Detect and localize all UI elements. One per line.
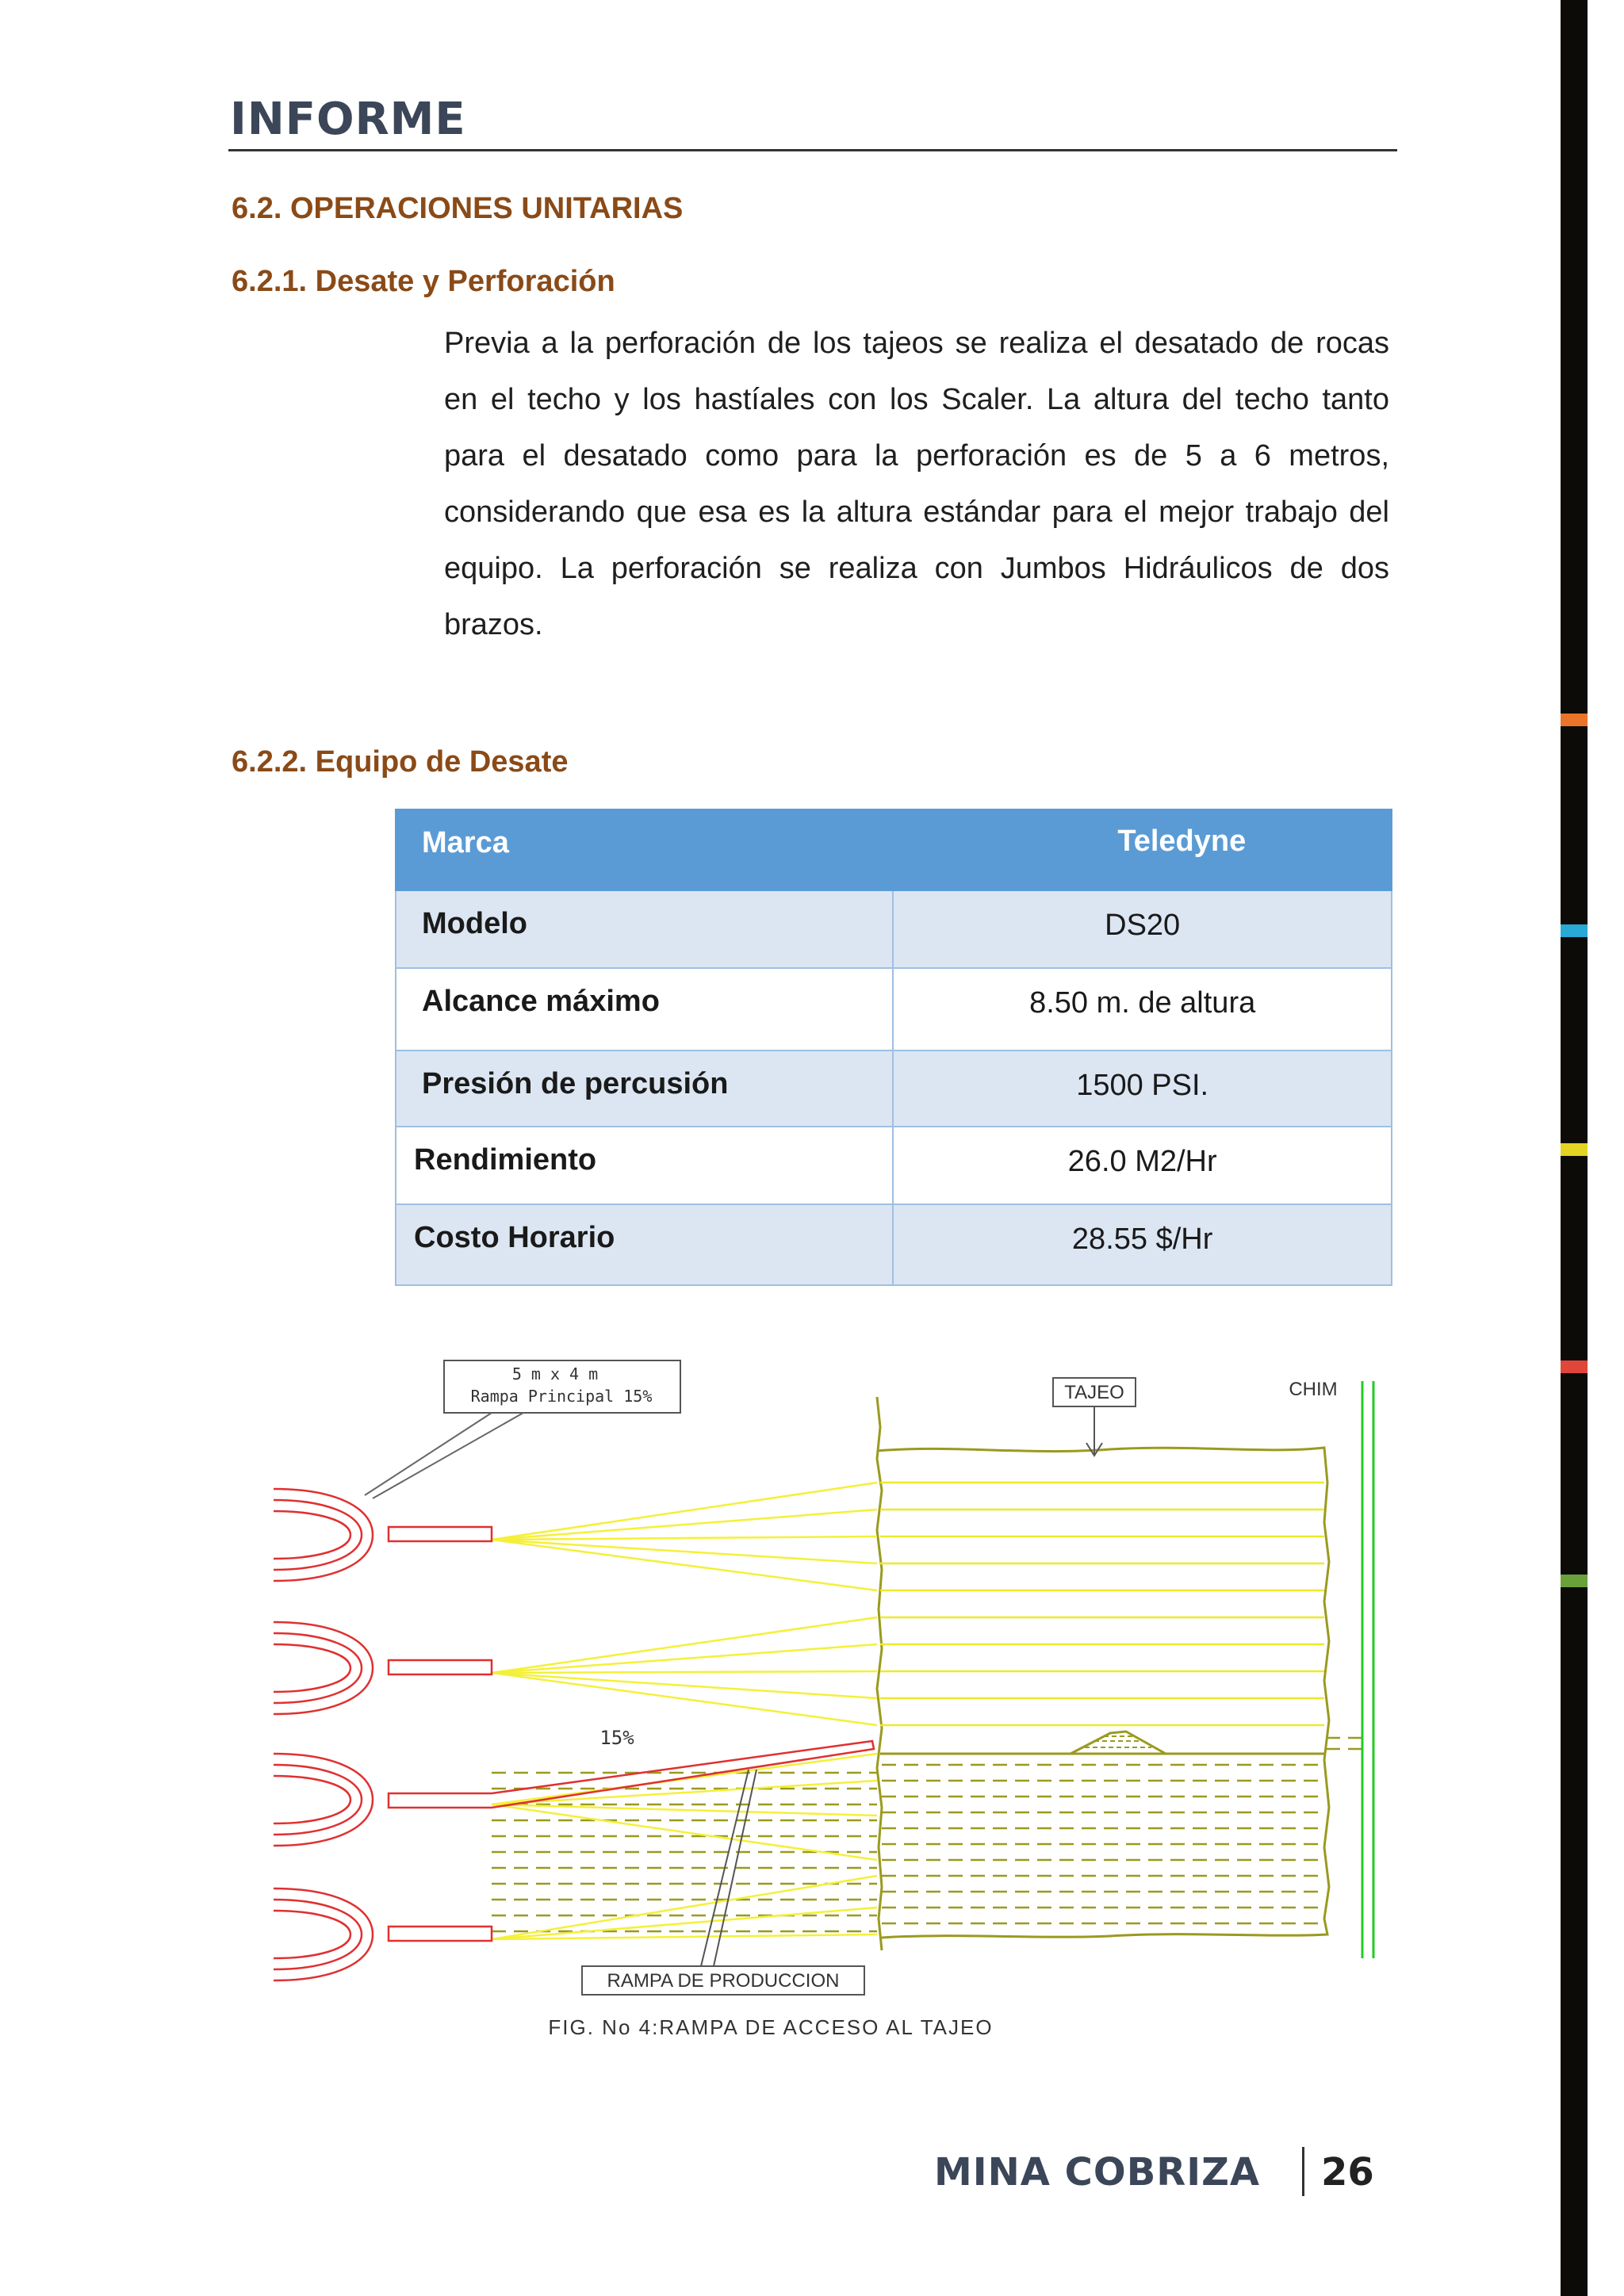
drill-fan-3 (492, 1754, 877, 1860)
slope-label: 15% (599, 1727, 634, 1749)
edge-mark-green (1561, 1575, 1588, 1587)
header-rule (228, 149, 1397, 151)
edge-mark-orange (1561, 714, 1588, 726)
subsection-heading-equipo: 6.2.2. Equipo de Desate (232, 745, 569, 779)
drill-fan-4 (492, 1876, 877, 1939)
drill-fan-2 (492, 1617, 877, 1725)
figure-caption: FIG. No 4:RAMPA DE ACCESO AL TAJEO (548, 2015, 994, 2039)
row-value: 1500 PSI. (1076, 1069, 1209, 1102)
stope-outline (877, 1397, 1329, 1950)
row-value: DS20 (1105, 909, 1181, 942)
body-paragraph: Previa a la perforación de los tajeos se realiza el desatado de rocas en el techo y los hastíales con los Scaler. La altura del techo tanto para el desatado como para la perforación es de 5 a 6 metros, considerando que esa es la altura estándar para el mejor trabajo del equipo. La perforación se realiza con Jumbos Hidráulicos de dos brazos. (444, 327, 1389, 641)
edge-mark-red (1561, 1360, 1588, 1373)
equipment-table (395, 809, 1392, 1286)
edge-mark-blue (1561, 924, 1588, 937)
row-value: 8.50 m. de altura (1029, 986, 1256, 1020)
ramp-label-line2: Rampa Principal 15% (470, 1387, 653, 1406)
row-value: 26.0 M2/Hr (1067, 1145, 1217, 1178)
stope-lower-fill (882, 1765, 1324, 1923)
table-header-label: Marca (422, 826, 509, 859)
production-label: RAMPA DE PRODUCCION (607, 1970, 840, 1992)
row-value: 28.55 $/Hr (1071, 1223, 1213, 1256)
row-label: Rendimiento (414, 1143, 597, 1177)
drill-fan-1 (492, 1483, 877, 1590)
ramp-label-line1: 5 m x 4 m (511, 1364, 599, 1383)
subsection-heading-desate: 6.2.1. Desate y Perforación (232, 265, 615, 298)
table-header-value: Teledyne (1117, 825, 1247, 858)
main-ramp-loops (274, 1489, 373, 1980)
table-row (396, 1050, 1392, 1127)
row-label: Presión de percusión (422, 1067, 729, 1100)
tajeo-label: TAJEO (1064, 1382, 1124, 1403)
chim-label: CHIM (1289, 1379, 1338, 1400)
page-number: 26 (1321, 2150, 1374, 2195)
row-label: Alcance máximo (422, 985, 660, 1018)
broken-ore-pile (1071, 1732, 1166, 1754)
footer-mine-name: MINA COBRIZA (934, 2150, 1261, 2195)
stope-upper-lines (880, 1483, 1324, 1725)
row-label: Costo Horario (414, 1221, 615, 1254)
table-header-row (396, 809, 1392, 890)
edge-mark-yellow (1561, 1143, 1588, 1156)
footer-separator (1302, 2147, 1304, 2196)
table-row (396, 1204, 1392, 1285)
row-label: Modelo (422, 907, 527, 940)
table-row (396, 968, 1392, 1050)
table-row (396, 1127, 1392, 1204)
table-row (396, 890, 1392, 968)
stope-access-figure (270, 1348, 1396, 2045)
section-heading: 6.2. OPERACIONES UNITARIAS (232, 192, 684, 225)
page-header-title: INFORME (230, 94, 466, 145)
